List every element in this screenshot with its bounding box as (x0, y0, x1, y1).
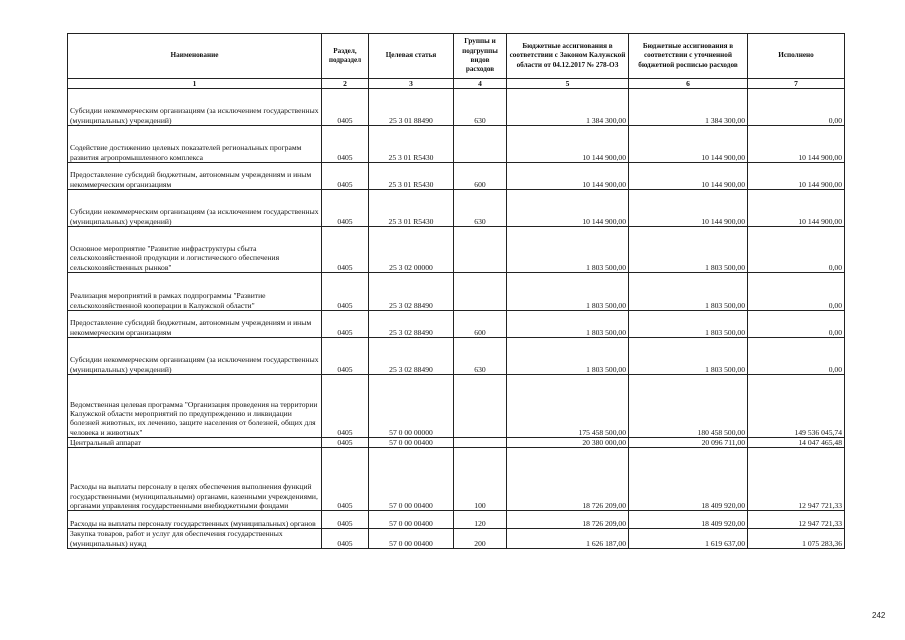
row-section: 0405 (322, 338, 369, 375)
row-law-allocation: 18 726 209,00 (507, 448, 629, 511)
row-group: 630 (454, 190, 507, 227)
row-refined-allocation: 10 144 900,00 (629, 126, 748, 163)
row-target: 57 0 00 00400 (369, 529, 454, 549)
row-executed: 0,00 (748, 311, 845, 338)
header-name: Наименование (68, 34, 322, 79)
row-target: 25 3 02 00000 (369, 227, 454, 273)
row-target: 25 3 01 R5430 (369, 190, 454, 227)
row-section: 0405 (322, 227, 369, 273)
table-row (68, 438, 845, 448)
row-executed: 12 947 721,33 (748, 511, 845, 529)
row-group: 600 (454, 163, 507, 190)
row-target: 57 0 00 00400 (369, 448, 454, 511)
table-row (68, 375, 845, 438)
row-name: Предоставление субсидий бюджетным, автономным учреждениям и иным некоммерческим организациям (68, 311, 322, 338)
table-row (68, 163, 845, 190)
row-section: 0405 (322, 89, 369, 126)
row-name: Расходы на выплаты персоналу в целях обеспечения выполнения функций государственными (муниципальными) органами, казенными учреждениями, органами управления государственными внебюджетными фондами (68, 448, 322, 511)
table-row (68, 511, 845, 529)
column-number: 7 (748, 79, 845, 89)
column-number: 4 (454, 79, 507, 89)
row-refined-allocation: 180 458 500,00 (629, 375, 748, 438)
row-group (454, 227, 507, 273)
row-name: Предоставление субсидий бюджетным, автономным учреждениям и иным некоммерческим организациям (68, 163, 322, 190)
row-target: 57 0 00 00400 (369, 438, 454, 448)
row-group (454, 126, 507, 163)
row-refined-allocation: 1 803 500,00 (629, 273, 748, 311)
header-target: Целевая статья (369, 34, 454, 79)
row-section: 0405 (322, 448, 369, 511)
row-name: Ведомственная целевая программа "Организация проведения на территории Калужской области мероприятий по предупреждению и ликвидации болезней животных, их лечению, защите населения от болезней, общих для человека и животных" (68, 375, 322, 438)
row-name: Субсидии некоммерческим организациям (за исключением государственных (муниципальных) учреждений) (68, 190, 322, 227)
header-refined-allocation: Бюджетные ассигнования в соответствии с уточненной бюджетной росписью расходов (629, 34, 748, 79)
table-row (68, 126, 845, 163)
row-executed: 149 536 045,74 (748, 375, 845, 438)
row-name: Субсидии некоммерческим организациям (за исключением государственных (муниципальных) учреждений) (68, 89, 322, 126)
row-law-allocation: 10 144 900,00 (507, 163, 629, 190)
row-executed: 10 144 900,00 (748, 190, 845, 227)
row-law-allocation: 20 380 000,00 (507, 438, 629, 448)
row-name: Содействие достижению целевых показателей региональных программ развития агропромышленного комплекса (68, 126, 322, 163)
row-section: 0405 (322, 311, 369, 338)
row-target: 25 3 02 88490 (369, 273, 454, 311)
row-law-allocation: 18 726 209,00 (507, 511, 629, 529)
row-section: 0405 (322, 273, 369, 311)
row-law-allocation: 1 803 500,00 (507, 311, 629, 338)
row-law-allocation: 1 626 187,00 (507, 529, 629, 549)
row-target: 25 3 02 88490 (369, 338, 454, 375)
column-number: 6 (629, 79, 748, 89)
table-body (68, 89, 845, 549)
row-name: Расходы на выплаты персоналу государственных (муниципальных) органов (68, 511, 322, 529)
row-executed: 0,00 (748, 273, 845, 311)
row-law-allocation: 10 144 900,00 (507, 190, 629, 227)
column-number: 1 (68, 79, 322, 89)
table-row (68, 338, 845, 375)
row-section: 0405 (322, 163, 369, 190)
row-group: 100 (454, 448, 507, 511)
column-number: 2 (322, 79, 369, 89)
row-group: 200 (454, 529, 507, 549)
row-executed: 14 047 465,48 (748, 438, 845, 448)
table-header-row (68, 34, 845, 79)
row-law-allocation: 1 384 300,00 (507, 89, 629, 126)
row-section: 0405 (322, 511, 369, 529)
row-target: 57 0 00 00000 (369, 375, 454, 438)
row-section: 0405 (322, 438, 369, 448)
row-executed: 10 144 900,00 (748, 163, 845, 190)
row-refined-allocation: 1 803 500,00 (629, 311, 748, 338)
page-number: 242 (872, 611, 886, 620)
row-refined-allocation: 18 409 920,00 (629, 511, 748, 529)
row-refined-allocation: 10 144 900,00 (629, 190, 748, 227)
table-row (68, 89, 845, 126)
row-group: 630 (454, 89, 507, 126)
row-refined-allocation: 10 144 900,00 (629, 163, 748, 190)
column-number-row (68, 79, 845, 89)
row-law-allocation: 10 144 900,00 (507, 126, 629, 163)
header-law-allocation: Бюджетные ассигнования в соответствии с Законом Калужской области от 04.12.2017 № 278-ОЗ (507, 34, 629, 79)
row-executed: 0,00 (748, 89, 845, 126)
row-group (454, 273, 507, 311)
row-executed: 1 075 283,36 (748, 529, 845, 549)
row-section: 0405 (322, 190, 369, 227)
row-target: 25 3 02 88490 (369, 311, 454, 338)
row-target: 25 3 01 R5430 (369, 126, 454, 163)
row-section: 0405 (322, 529, 369, 549)
row-name: Центральный аппарат (68, 438, 322, 448)
row-target: 25 3 01 88490 (369, 89, 454, 126)
row-refined-allocation: 1 803 500,00 (629, 338, 748, 375)
column-number: 5 (507, 79, 629, 89)
row-target: 25 3 01 R5430 (369, 163, 454, 190)
table-row (68, 273, 845, 311)
row-law-allocation: 1 803 500,00 (507, 273, 629, 311)
row-law-allocation: 1 803 500,00 (507, 338, 629, 375)
row-refined-allocation: 1 619 637,00 (629, 529, 748, 549)
row-section: 0405 (322, 126, 369, 163)
table-row (68, 311, 845, 338)
row-executed: 0,00 (748, 338, 845, 375)
row-group (454, 438, 507, 448)
budget-table (67, 33, 845, 549)
header-executed: Исполнено (748, 34, 845, 79)
table-row (68, 190, 845, 227)
row-law-allocation: 1 803 500,00 (507, 227, 629, 273)
table-row (68, 529, 845, 549)
row-refined-allocation: 20 096 711,00 (629, 438, 748, 448)
row-name: Основное мероприятие "Развитие инфраструктуры сбыта сельскохозяйственной продукции и логистического обеспечения сельскохозяйственных рынков" (68, 227, 322, 273)
table-row (68, 227, 845, 273)
row-group: 630 (454, 338, 507, 375)
table-row (68, 448, 845, 511)
row-name: Реализация мероприятий в рамках подпрограммы "Развитие сельскохозяйственной кооперации в Калужской области" (68, 273, 322, 311)
row-group (454, 375, 507, 438)
row-target: 57 0 00 00400 (369, 511, 454, 529)
row-refined-allocation: 1 803 500,00 (629, 227, 748, 273)
header-groups: Группы и подгруппы видов расходов (454, 34, 507, 79)
row-executed: 10 144 900,00 (748, 126, 845, 163)
row-executed: 0,00 (748, 227, 845, 273)
row-name: Субсидии некоммерческим организациям (за исключением государственных (муниципальных) учреждений) (68, 338, 322, 375)
row-refined-allocation: 18 409 920,00 (629, 448, 748, 511)
column-number: 3 (369, 79, 454, 89)
row-refined-allocation: 1 384 300,00 (629, 89, 748, 126)
row-group: 600 (454, 311, 507, 338)
header-section: Раздел, подраздел (322, 34, 369, 79)
row-name: Закупка товаров, работ и услуг для обеспечения государственных (муниципальных) нужд (68, 529, 322, 549)
row-executed: 12 947 721,33 (748, 448, 845, 511)
row-law-allocation: 175 458 500,00 (507, 375, 629, 438)
row-group: 120 (454, 511, 507, 529)
row-section: 0405 (322, 375, 369, 438)
